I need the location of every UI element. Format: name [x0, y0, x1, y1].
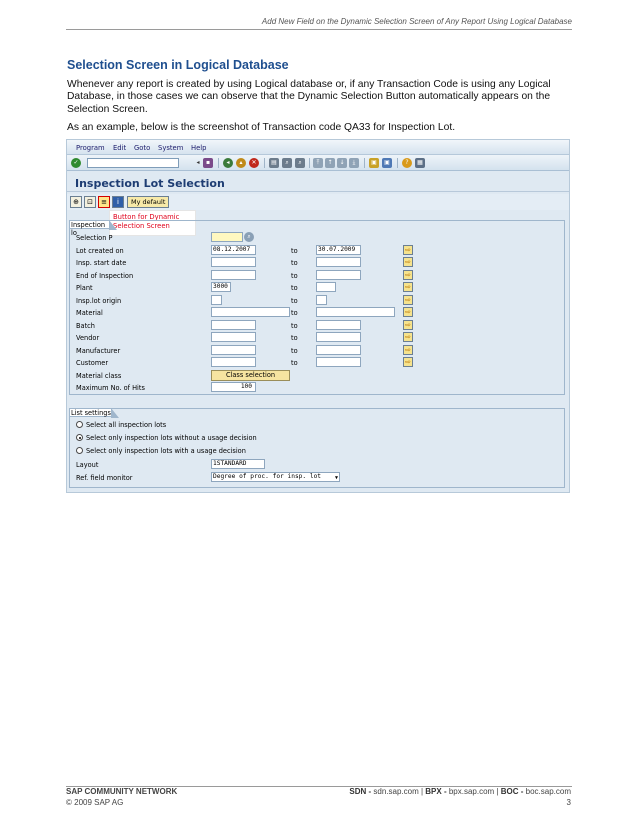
row-label: Material class	[76, 371, 122, 380]
layout-field[interactable]: 1STANDARD	[211, 459, 265, 469]
title-rule	[67, 191, 570, 192]
menu-edit[interactable]: Edit	[113, 144, 127, 152]
to-field[interactable]	[316, 307, 395, 317]
row-label: Vendor	[76, 334, 100, 342]
radio-button[interactable]	[76, 434, 83, 441]
from-field[interactable]: 3000	[211, 282, 231, 292]
get-variant-icon[interactable]: ⊡	[84, 196, 96, 208]
to-field[interactable]	[316, 357, 361, 367]
to-field[interactable]: 30.07.2009	[316, 245, 361, 255]
selection-profile-field[interactable]	[211, 232, 243, 242]
sap-screen-title: Inspection Lot Selection	[75, 177, 225, 190]
multiple-selection-icon[interactable]: ⇨	[403, 270, 413, 280]
chevron-down-icon: ▼	[334, 474, 338, 481]
back-icon[interactable]: ◂	[223, 158, 233, 168]
to-field[interactable]	[316, 282, 336, 292]
to-field[interactable]	[316, 295, 327, 305]
example-paragraph: As an example, below is the screenshot of Transaction code QA33 for Inspection Lot.	[67, 122, 456, 133]
cancel-icon[interactable]: ✕	[249, 158, 259, 168]
print-icon[interactable]: ▤	[269, 158, 279, 168]
search-help-icon[interactable]: ⌕	[244, 232, 254, 242]
callout-line-2: Selection Screen	[113, 221, 170, 230]
from-field[interactable]	[211, 332, 256, 342]
multiple-selection-icon[interactable]: ⇨	[403, 282, 413, 292]
to-label: to	[291, 284, 298, 292]
sap-screenshot	[66, 139, 570, 493]
row-label: End of Inspection	[76, 271, 134, 280]
radio-label: Select only inspection lots with a usage decision	[86, 447, 246, 455]
multiple-selection-icon[interactable]: ⇨	[403, 307, 413, 317]
section-title: Selection Screen in Logical Database	[67, 58, 289, 72]
execute-icon[interactable]: ⊕	[70, 196, 82, 208]
ref-field-dropdown[interactable]	[211, 472, 340, 482]
to-field[interactable]	[316, 270, 361, 280]
dropdown-value: Degree of proc. for insp. lot	[213, 472, 322, 480]
separator: |	[496, 787, 499, 796]
sap-system-toolbar	[67, 155, 570, 171]
from-field[interactable]	[211, 295, 222, 305]
my-default-button[interactable]: My default	[127, 196, 169, 208]
back-arrow-icon[interactable]: ◂	[196, 159, 200, 166]
multiple-selection-icon[interactable]: ⇨	[403, 357, 413, 367]
row-label: Lot created on	[76, 246, 124, 255]
bpx-label: BPX -	[425, 787, 449, 796]
from-field[interactable]: 08.12.2007	[211, 245, 256, 255]
radio-button[interactable]	[76, 447, 83, 454]
separator-icon	[397, 158, 398, 168]
row-label: Customer	[76, 359, 109, 367]
sap-menubar	[67, 140, 570, 155]
footer-links	[349, 787, 571, 796]
menu-system[interactable]: System	[158, 144, 184, 152]
inspection-lot-group	[69, 220, 565, 395]
sdn-label: SDN -	[349, 787, 374, 796]
row-label: Layout	[76, 461, 99, 469]
new-session-icon[interactable]: ▣	[369, 158, 379, 168]
from-field[interactable]	[211, 357, 256, 367]
row-label: Material	[76, 309, 103, 317]
last-page-icon[interactable]: ⤓	[349, 158, 359, 168]
multiple-selection-icon[interactable]: ⇨	[403, 295, 413, 305]
radio-button[interactable]	[76, 421, 83, 428]
to-field[interactable]	[316, 332, 361, 342]
page-number: 3	[566, 798, 571, 807]
save-icon[interactable]: ▪	[203, 158, 213, 168]
row-label: Plant	[76, 284, 93, 292]
boc-link[interactable]: boc.sap.com	[525, 787, 571, 796]
info-icon[interactable]: i	[112, 196, 124, 208]
from-field[interactable]	[211, 257, 256, 267]
radio-label: Select all inspection lots	[86, 421, 167, 429]
to-label: to	[291, 246, 298, 255]
command-field[interactable]	[87, 158, 179, 168]
enter-icon[interactable]: ✓	[71, 158, 81, 168]
boc-label: BOC -	[500, 787, 526, 796]
to-label: to	[291, 259, 298, 267]
find-icon[interactable]: ⌕	[282, 158, 292, 168]
to-field[interactable]	[316, 320, 361, 330]
from-field[interactable]	[211, 320, 256, 330]
to-label: to	[291, 321, 298, 330]
row-label: Maximum No. of Hits	[76, 384, 145, 392]
row-label: Batch	[76, 321, 95, 330]
row-label: Manufacturer	[76, 346, 121, 355]
from-field[interactable]	[211, 270, 256, 280]
sap-application-toolbar	[67, 194, 570, 210]
multiple-selection-icon[interactable]: ⇨	[403, 332, 413, 342]
callout-line-1: Button for Dynamic	[113, 213, 180, 221]
radio-label: Select only inspection lots without a usage decision	[86, 434, 257, 442]
layout-menu-icon[interactable]: ▦	[415, 158, 425, 168]
to-label: to	[291, 359, 298, 367]
menu-goto[interactable]: Goto	[134, 144, 151, 152]
group-title: List settings	[71, 409, 111, 417]
row-label: Selection P	[76, 234, 113, 242]
to-field[interactable]	[316, 257, 361, 267]
to-label: to	[291, 334, 298, 342]
exit-icon[interactable]: ▴	[236, 158, 246, 168]
row-label: Insp. start date	[76, 259, 127, 267]
next-page-icon[interactable]: ↓	[337, 158, 347, 168]
help-icon[interactable]: ?	[402, 158, 412, 168]
sdn-link[interactable]: sdn.sap.com	[373, 787, 419, 796]
to-label: to	[291, 309, 298, 317]
row-label: Ref. field monitor	[76, 473, 133, 482]
document-header: Add New Field on the Dynamic Selection Screen of Any Report Using Logical Database	[261, 17, 572, 26]
menu-help[interactable]: Help	[191, 144, 207, 152]
group-title: Inspection lo	[69, 220, 109, 229]
separator-icon	[218, 158, 219, 168]
row-label: Insp.lot origin	[76, 296, 122, 305]
to-label: to	[291, 296, 298, 305]
separator-icon	[309, 158, 310, 168]
header-rule	[66, 29, 572, 30]
shortcut-icon[interactable]: ▣	[382, 158, 392, 168]
max-hits-field[interactable]: 100	[211, 382, 256, 392]
from-field[interactable]	[211, 307, 290, 317]
separator: |	[420, 787, 424, 796]
first-page-icon[interactable]: ⤒	[313, 158, 323, 168]
separator-icon	[264, 158, 265, 168]
class-selection-button[interactable]: Class selection	[211, 370, 290, 381]
multiple-selection-icon[interactable]: ⇨	[403, 320, 413, 330]
bpx-link[interactable]: bpx.sap.com	[448, 787, 495, 796]
multiple-selection-icon[interactable]: ⇨	[403, 245, 413, 255]
multiple-selection-icon[interactable]: ⇨	[403, 345, 413, 355]
dynamic-selection-icon[interactable]: ≡	[98, 196, 110, 208]
list-settings-group	[69, 408, 565, 488]
footer-network: SAP COMMUNITY NETWORK	[66, 787, 178, 796]
find-next-icon[interactable]: ⌕	[295, 158, 305, 168]
separator-icon	[364, 158, 365, 168]
multiple-selection-icon[interactable]: ⇨	[403, 257, 413, 267]
from-field[interactable]	[211, 345, 256, 355]
to-label: to	[291, 346, 298, 355]
previous-page-icon[interactable]: ↑	[325, 158, 335, 168]
footer-copyright: © 2009 SAP AG	[66, 798, 124, 807]
to-field[interactable]	[316, 345, 361, 355]
menu-program[interactable]: Program	[76, 144, 105, 152]
intro-paragraph: Whenever any report is created by using Logical database or, if any Transaction Code is using any Logical Database, in those cases we can observe that the Dynamic Selection Button automatically appears on the Selection Screen.	[67, 79, 551, 115]
to-label: to	[291, 271, 298, 280]
